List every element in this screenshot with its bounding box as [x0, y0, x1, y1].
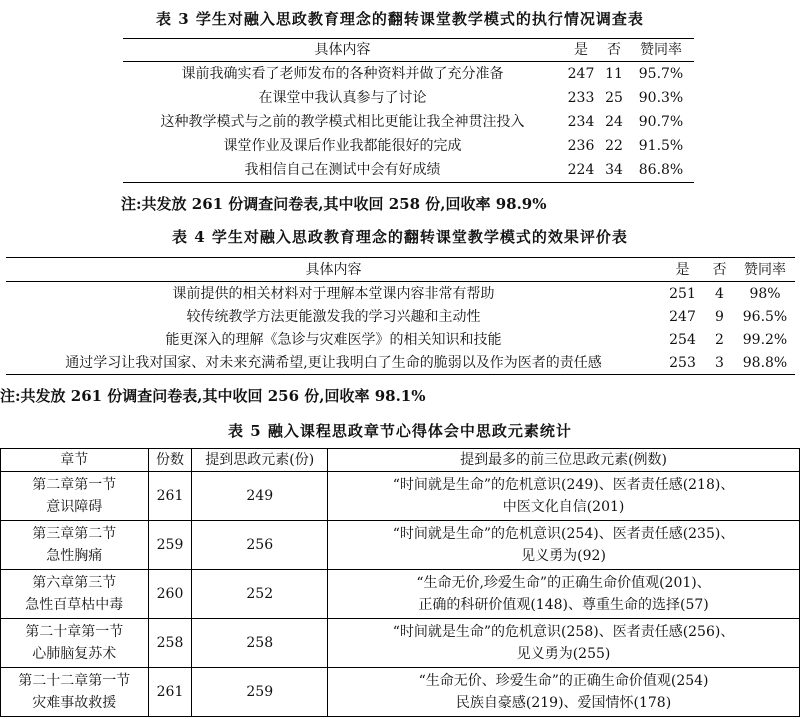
table4	[6, 257, 795, 375]
table5-header-elements: 提到最多的前三位思政元素(例数)	[328, 449, 800, 472]
table-row	[123, 110, 694, 134]
elements-line-2: 正确的科研价值观(148)、尊重生命的选择(57)	[418, 597, 709, 613]
count-cell: 260	[148, 570, 192, 619]
chapter-topic: 急性百草枯中毒	[25, 597, 124, 613]
row-rate: 98.8%	[742, 354, 788, 371]
row-content: 课堂作业及课后作业我都能很好的完成	[223, 138, 462, 154]
row-rate: 98%	[749, 285, 781, 302]
table4-header-rate: 赞同率	[735, 258, 795, 282]
row-no: 22	[605, 138, 623, 154]
row-rate: 96.5%	[742, 308, 788, 325]
table-row	[6, 328, 795, 351]
table3-header-rate: 赞同率	[628, 39, 694, 62]
mentioned-cell: 252	[192, 570, 328, 619]
count-cell: 258	[148, 619, 192, 668]
table-row	[1, 668, 800, 717]
row-no: 34	[605, 162, 623, 178]
row-rate: 86.8%	[638, 162, 684, 178]
chapter-topic: 意识障碍	[46, 499, 103, 515]
row-yes: 254	[669, 331, 696, 348]
table5-header-row	[1, 449, 800, 472]
table-row	[123, 86, 694, 110]
row-content: 这种教学模式与之前的教学模式相比更能让我全神贯注投入	[160, 114, 525, 130]
chapter-cell	[1, 472, 149, 521]
row-content: 较传统教学方法更能激发我的学习兴趣和主动性	[186, 308, 481, 325]
row-content: 课前我确实看了老师发布的各种资料并做了充分准备	[181, 66, 504, 82]
table3-header-no: 否	[600, 39, 628, 62]
row-yes: 251	[669, 285, 696, 302]
elements-line-2: 见义勇为(92)	[521, 548, 606, 564]
table5-header-chapter: 章节	[1, 449, 149, 472]
chapter-section: 第二十章第一节	[25, 624, 124, 640]
row-content: 通过学习让我对国家、对未来充满希望,更让我明白了生命的脆弱以及作为医者的责任感	[65, 354, 602, 371]
table3-header-content: 具体内容	[123, 39, 562, 62]
table-row	[123, 158, 694, 183]
row-no: 3	[715, 354, 724, 371]
row-no: 9	[715, 308, 724, 325]
mentioned-cell: 259	[192, 668, 328, 717]
elements-cell	[328, 668, 800, 717]
chapter-topic: 心肺脑复苏术	[32, 646, 117, 662]
elements-line-2: 中医文化自信(201)	[502, 499, 625, 515]
row-content: 能更深入的理解《急诊与灾难医学》的相关知识和技能	[165, 331, 502, 348]
table5-header-mentioned: 提到思政元素(份)	[192, 449, 328, 472]
table4-note: 注:共发放 261 份调查问卷表,其中收回 256 份,回收率 98.1%	[0, 387, 426, 405]
table4-header-no: 否	[704, 258, 735, 282]
chapter-cell	[1, 619, 149, 668]
elements-line-1: “生命无价,珍爱生命”的正确生命价值观(201)、	[416, 575, 711, 591]
row-no: 24	[605, 114, 623, 130]
table3-caption: 表 3 学生对融入思政教育理念的翻转课堂教学模式的执行情况调查表	[156, 10, 644, 28]
elements-line-1: “生命无价、珍爱生命”的正确生命价值观(254)	[418, 673, 709, 689]
row-yes: 247	[567, 66, 595, 82]
elements-cell	[328, 521, 800, 570]
row-yes: 236	[567, 138, 595, 154]
row-yes: 253	[669, 354, 696, 371]
row-content: 课前提供的相关材料对于理解本堂课内容非常有帮助	[172, 285, 495, 302]
mentioned-cell: 256	[192, 521, 328, 570]
table3-note: 注:共发放 261 份调查问卷表,其中收回 258 份,回收率 98.9%	[121, 195, 547, 213]
table5	[0, 448, 800, 717]
row-yes: 234	[567, 114, 595, 130]
row-no: 11	[605, 66, 623, 82]
row-rate: 99.2%	[742, 331, 788, 348]
row-rate: 90.3%	[638, 90, 684, 106]
table-row	[6, 305, 795, 328]
elements-cell	[328, 472, 800, 521]
chapter-section: 第三章第二节	[32, 526, 117, 542]
table3	[123, 38, 694, 183]
table5-header-count: 份数	[148, 449, 192, 472]
table-row	[6, 282, 795, 306]
elements-line-1: “时间就是生命”的危机意识(249)、医者责任感(218)、	[392, 477, 735, 493]
table4-header-row	[6, 258, 795, 282]
row-no: 4	[715, 285, 724, 302]
count-cell: 259	[148, 521, 192, 570]
elements-line-2: 见义勇为(255)	[516, 646, 611, 662]
elements-line-2: 民族自豪感(219)、爱国情怀(178)	[455, 695, 672, 711]
chapter-section: 第六章第三节	[32, 575, 117, 591]
table4-header-content: 具体内容	[6, 258, 661, 282]
row-rate: 91.5%	[638, 138, 684, 154]
row-no: 2	[715, 331, 724, 348]
mentioned-cell: 249	[192, 472, 328, 521]
row-rate: 95.7%	[638, 66, 684, 82]
row-content: 在课堂中我认真参与了讨论	[258, 90, 427, 106]
table-row	[123, 134, 694, 158]
table-row	[1, 619, 800, 668]
chapter-cell	[1, 521, 149, 570]
table-row	[1, 570, 800, 619]
row-no: 25	[605, 90, 623, 106]
row-yes: 247	[669, 308, 696, 325]
count-cell: 261	[148, 668, 192, 717]
chapter-topic: 急性胸痛	[46, 548, 103, 564]
chapter-topic: 灾难事故救援	[32, 695, 117, 711]
mentioned-cell: 258	[192, 619, 328, 668]
count-cell: 261	[148, 472, 192, 521]
row-rate: 90.7%	[638, 114, 684, 130]
elements-cell	[328, 619, 800, 668]
table5-caption: 表 5 融入课程思政章节心得体会中思政元素统计	[228, 422, 572, 440]
row-yes: 224	[567, 162, 595, 178]
elements-cell	[328, 570, 800, 619]
chapter-cell	[1, 668, 149, 717]
chapter-section: 第二章第一节	[32, 477, 117, 493]
table-row	[1, 521, 800, 570]
table4-header-yes: 是	[661, 258, 704, 282]
table3-header-yes: 是	[562, 39, 600, 62]
chapter-cell	[1, 570, 149, 619]
elements-line-1: “时间就是生命”的危机意识(254)、医者责任感(235)、	[392, 526, 735, 542]
table4-caption: 表 4 学生对融入思政教育理念的翻转课堂教学模式的效果评价表	[172, 228, 628, 246]
elements-line-1: “时间就是生命”的危机意识(258)、医者责任感(256)、	[392, 624, 735, 640]
table3-header-row	[123, 39, 694, 62]
chapter-section: 第二十二章第一节	[18, 673, 131, 689]
row-content: 我相信自己在测试中会有好成绩	[244, 162, 441, 178]
table-row	[123, 62, 694, 87]
table-row	[1, 472, 800, 521]
table-row	[6, 351, 795, 375]
row-yes: 233	[567, 90, 595, 106]
